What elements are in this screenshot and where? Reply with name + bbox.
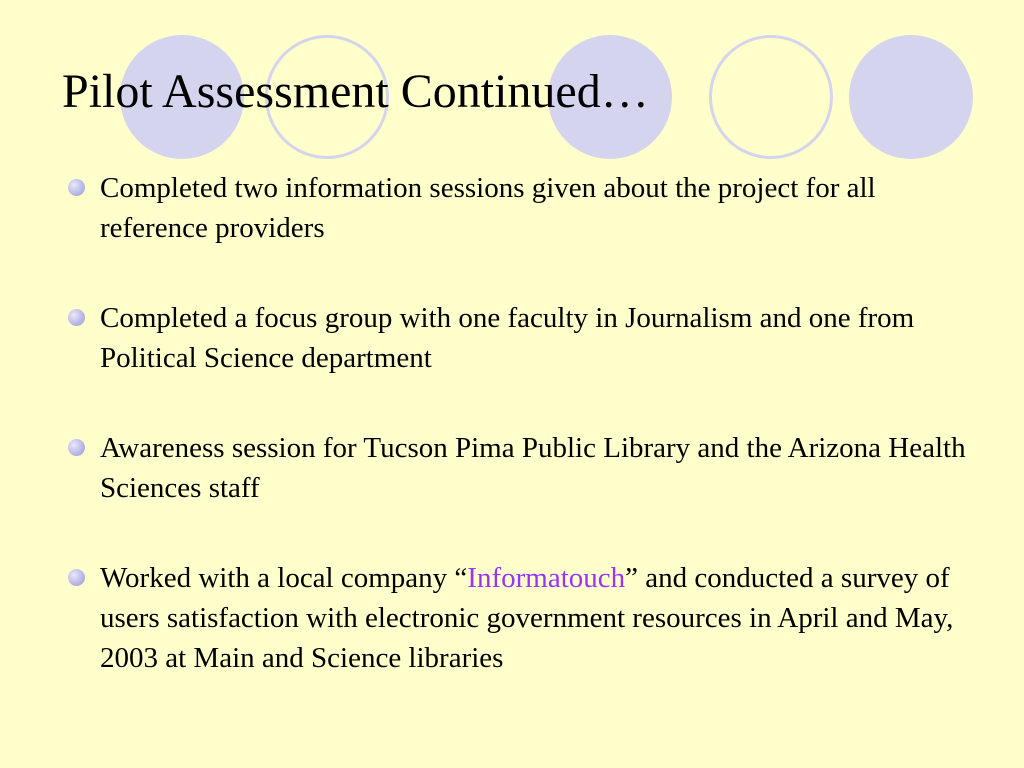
bullet-item [66, 428, 976, 508]
bullet-item [66, 298, 976, 378]
bullet-text: Completed two information sessions given about the project for all reference providers [100, 172, 876, 244]
bullet-item [66, 168, 976, 248]
bullet-text: Completed a focus group with one faculty in Journalism and one from Political Science department [100, 302, 915, 374]
bullet-circle-icon [68, 179, 85, 196]
bullet-list [66, 168, 976, 728]
bullet-circle-icon [68, 569, 85, 586]
decorative-circle-outline [709, 35, 833, 159]
bullet-text-before: Worked with a local company “ [100, 562, 468, 594]
bullet-item [66, 558, 976, 678]
slide-title: Pilot Assessment Continued… [62, 65, 649, 118]
bullet-circle-icon [68, 439, 85, 456]
bullet-text: Awareness session for Tucson Pima Public Library and the Arizona Health Sciences staff [100, 432, 966, 504]
bullet-circle-icon [68, 309, 85, 326]
decorative-circle-filled [849, 35, 973, 159]
company-name-highlight: Informatouch [467, 562, 626, 594]
bullet-text-after: ” and conducted a survey of users satisfaction with electronic government resources in April and May, 2003 at Main and Science libraries [100, 562, 954, 674]
